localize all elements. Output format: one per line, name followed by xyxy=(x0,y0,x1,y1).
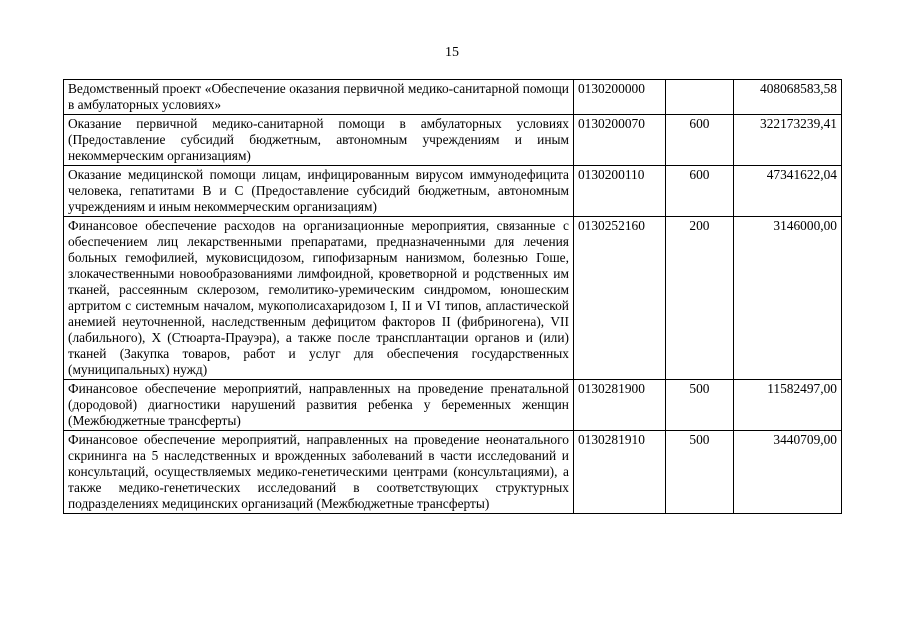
row-expense-type: 600 xyxy=(666,166,733,217)
row-sum: 3146000,00 xyxy=(733,217,841,380)
row-code: 0130200110 xyxy=(573,166,665,217)
row-name: Оказание медицинской помощи лицам, инфицированным вирусом иммунодефицита человека, гепатитами B и C (Предоставление субсидий бюджетным, автономным учреждениям и иным некоммерческим организациям) xyxy=(64,166,574,217)
row-expense-type: 500 xyxy=(666,431,733,514)
row-code: 0130200070 xyxy=(573,115,665,166)
table-row xyxy=(64,166,842,217)
table-row xyxy=(64,217,842,380)
row-expense-type xyxy=(666,80,733,115)
row-sum: 47341622,04 xyxy=(733,166,841,217)
row-sum: 3440709,00 xyxy=(733,431,841,514)
table-row xyxy=(64,115,842,166)
page-number: 15 xyxy=(445,45,459,60)
row-name: Финансовое обеспечение расходов на организационные мероприятия, связанные с обеспечением лиц лекарственными препаратами, предназначенными для лечения больных гемофилией, муковисцидозом, гипофизарным нанизмом, болезнью Гоше, злокачественными новообразованиями лимфоидной, кроветворной и родственных им тканей, рассеянным склерозом, гемолитико-уремическим синдромом, юношеским артритом с системным началом, мукополисахаридозом I, II и VI типов, апластической анемией неуточненной, наследственным дефицитом факторов II (фибриногена), VII (лабильного), X (Стюарта-Прауэра), а также после трансплантации органов и (или) тканей (Закупка товаров, работ и услуг для обеспечения государственных (муниципальных) нужд) xyxy=(64,217,574,380)
row-code: 0130281910 xyxy=(573,431,665,514)
row-code: 0130200000 xyxy=(573,80,665,115)
budget-table xyxy=(63,79,842,514)
row-code: 0130281900 xyxy=(573,380,665,431)
row-code: 0130252160 xyxy=(573,217,665,380)
row-expense-type: 600 xyxy=(666,115,733,166)
row-expense-type: 200 xyxy=(666,217,733,380)
table-row xyxy=(64,431,842,514)
table-row xyxy=(64,80,842,115)
row-expense-type: 500 xyxy=(666,380,733,431)
row-sum: 408068583,58 xyxy=(733,80,841,115)
row-sum: 11582497,00 xyxy=(733,380,841,431)
row-name: Финансовое обеспечение мероприятий, направленных на проведение неонатального скрининга на 5 наследственных и врожденных заболеваний в части исследований и консультаций, осуществляемых медико-генетическими центрами (консультациями), а также медико-генетических исследований в соответствующих структурных подразделениях медицинских организаций (Межбюджетные трансферты) xyxy=(64,431,574,514)
row-name: Ведомственный проект «Обеспечение оказания первичной медико-санитарной помощи в амбулаторных условиях» xyxy=(64,80,574,115)
row-sum: 322173239,41 xyxy=(733,115,841,166)
row-name: Оказание первичной медико-санитарной помощи в амбулаторных условиях (Предоставление субсидий бюджетным, автономным учреждениям и иным некоммерческим организациям) xyxy=(64,115,574,166)
row-name: Финансовое обеспечение мероприятий, направленных на проведение пренатальной (дородовой) диагностики нарушений развития ребенка у беременных женщин (Межбюджетные трансферты) xyxy=(64,380,574,431)
table-row xyxy=(64,380,842,431)
